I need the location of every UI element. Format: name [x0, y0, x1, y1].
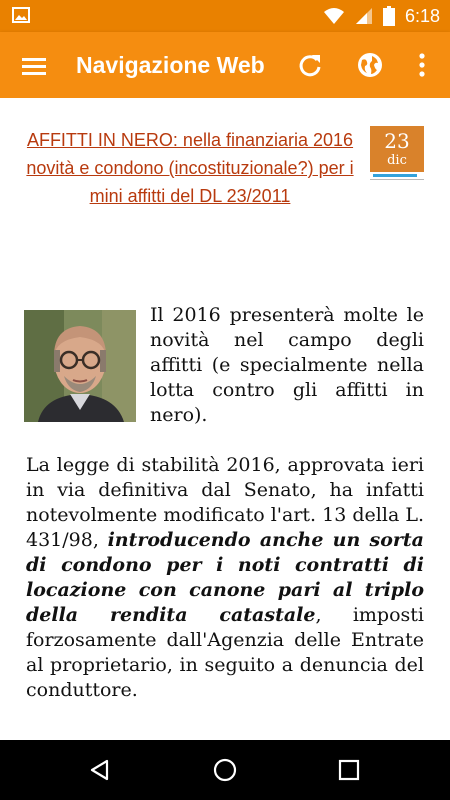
paragraph-2-emphasis: introducendo anche un sorta di condono per i noti contratti di locazione con canone pari al triplo della rendita catastale	[26, 529, 424, 626]
article-paragraph-2	[26, 453, 424, 703]
author-photo	[24, 310, 136, 422]
refresh-button[interactable]	[294, 49, 326, 81]
date-badge	[370, 126, 424, 172]
date-underline	[370, 179, 424, 180]
status-bar	[0, 0, 450, 32]
date-day: 23	[384, 129, 410, 153]
signal-icon	[355, 7, 373, 25]
home-button[interactable]	[209, 754, 241, 786]
home-icon	[212, 757, 238, 783]
battery-icon	[383, 6, 395, 26]
paragraph-2-text-end: , imposti forzosamente dall'Agenzia delle Entrate al proprietario, in seguito a denuncia del conduttore.	[26, 604, 424, 701]
recents-icon	[338, 759, 360, 781]
more-vert-icon	[418, 52, 426, 78]
web-content[interactable]	[0, 98, 450, 740]
paragraph-2-text-start: La legge di stabilità 2016, approvata ieri in via definitiva dal Senato, ha infatti notevolmente modificato l'art. 13 della L. 431/98,	[26, 454, 424, 551]
status-time: 6:18	[404, 5, 440, 26]
globe-button[interactable]	[354, 49, 386, 81]
refresh-icon	[297, 52, 323, 78]
image-notification-icon	[12, 7, 30, 23]
back-button[interactable]	[84, 754, 116, 786]
globe-icon	[356, 51, 384, 79]
back-icon	[88, 758, 112, 782]
recents-button[interactable]	[333, 754, 365, 786]
navigation-bar	[0, 740, 450, 800]
app-bar	[0, 32, 450, 98]
wifi-icon	[323, 7, 345, 25]
date-month: dic	[387, 153, 407, 168]
more-options-button[interactable]	[406, 49, 438, 81]
menu-icon[interactable]	[16, 51, 52, 81]
article-paragraph-1: Il 2016 presenterà molte le novità nel campo degli affitti (e specialmente nella lotta contro gli affitti in nero).	[150, 304, 424, 426]
article-title-link[interactable]: AFFITTI IN NERO: nella finanziaria 2016 novità e condono (incostituzionale?) per i mini affitti del DL 23/2011	[26, 130, 354, 206]
app-title: Navigazione Web	[76, 52, 265, 78]
date-underline-accent	[373, 174, 417, 177]
